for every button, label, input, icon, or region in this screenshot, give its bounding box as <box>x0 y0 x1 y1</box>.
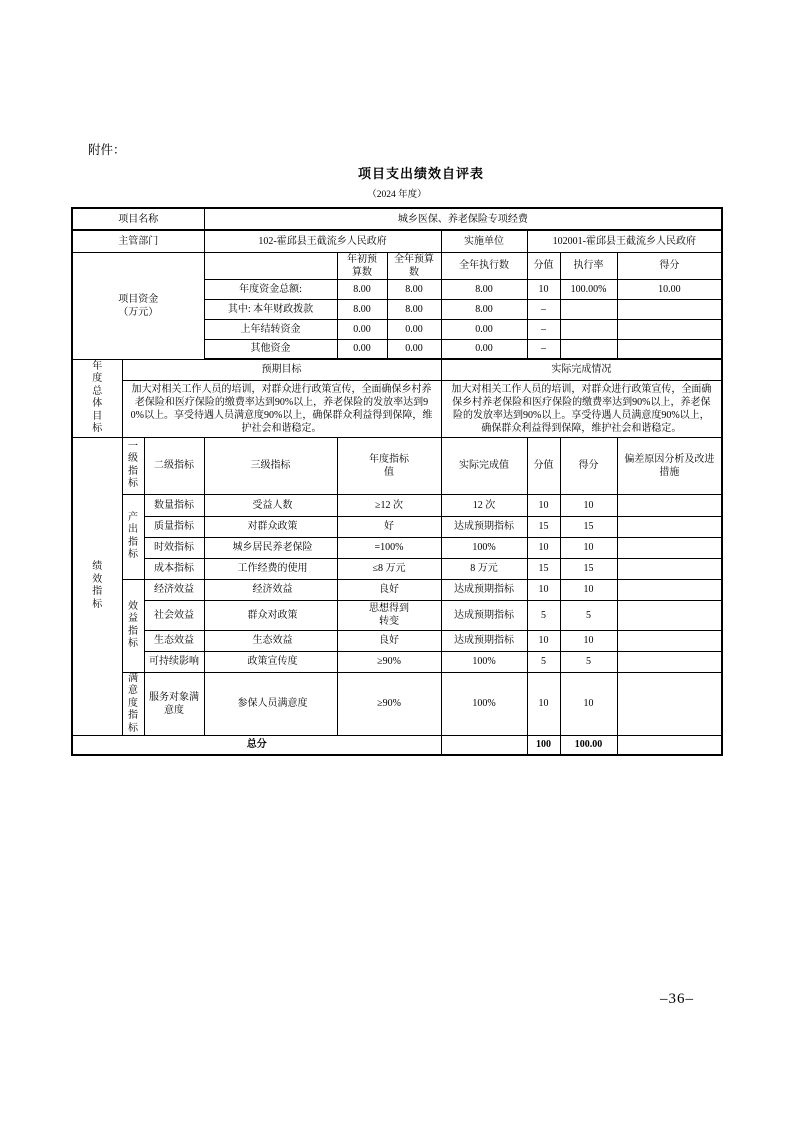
indicator-level3: 参保人员满意度 <box>204 672 337 736</box>
funding-annual: 8.00 <box>387 299 441 319</box>
project-name-value: 城乡医保、养老保险专项经费 <box>204 208 722 230</box>
funding-label-line2: （万元） <box>118 306 159 318</box>
indicator-level2: 经济效益 <box>144 579 204 600</box>
funding-initial: 8.00 <box>337 279 387 299</box>
project-name-row <box>72 208 722 230</box>
indicator-score: 10 <box>560 579 617 600</box>
funding-header-row <box>72 252 722 279</box>
funding-header-initial: 年初预算数 <box>337 252 387 279</box>
total-actual <box>441 736 527 755</box>
indicator-score: 10 <box>560 672 617 736</box>
indicator-target: =100% <box>337 537 441 558</box>
indicator-level3: 对群众政策 <box>204 516 337 537</box>
indicator-score: 15 <box>560 558 617 579</box>
funding-initial: 0.00 <box>337 339 387 359</box>
indicator-level2: 可持续影响 <box>144 651 204 672</box>
project-eval-table <box>71 207 723 756</box>
funding-executed: 0.00 <box>441 339 527 359</box>
indicator-row <box>72 672 722 736</box>
funding-weight: – <box>527 299 560 319</box>
indicator-header-row <box>72 437 722 494</box>
indicator-score: 15 <box>560 516 617 537</box>
indicator-level3: 生态效益 <box>204 630 337 651</box>
indicator-level2: 生态效益 <box>144 630 204 651</box>
indicator-weight: 10 <box>527 579 560 600</box>
indicator-deviation <box>617 537 722 558</box>
unit-label: 实施单位 <box>441 230 527 252</box>
indicator-weight: 10 <box>527 494 560 516</box>
dept-label: 主管部门 <box>72 230 204 252</box>
indicator-header-weight: 分值 <box>527 437 560 494</box>
indicator-score: 10 <box>560 630 617 651</box>
indicator-row <box>72 579 722 600</box>
indicator-weight: 10 <box>527 672 560 736</box>
indicators-row-label: 绩效指标 <box>72 437 122 736</box>
expected-goal-text: 加大对相关工作人员的培训，对群众进行政策宣传，全面确保乡村养老保险和医疗保险的缴费率达到90%以上，养老保险的发放率达到90%以上。享受待遇人员满意度90%以上，确保群众利益得到保障，维护社会和谐稳定。 <box>122 380 441 437</box>
funding-weight: – <box>527 339 560 359</box>
indicator-actual: 达成预期指标 <box>441 630 527 651</box>
goal-text-row <box>72 380 722 437</box>
indicator-deviation <box>617 600 722 630</box>
total-score: 100.00 <box>560 736 617 755</box>
indicator-level3: 经济效益 <box>204 579 337 600</box>
indicator-row <box>72 537 722 558</box>
funding-label-line1: 项目资金 <box>118 293 159 305</box>
indicator-target: ≥90% <box>337 672 441 736</box>
indicator-target: 良好 <box>337 630 441 651</box>
funding-score <box>617 339 722 359</box>
indicator-actual: 达成预期指标 <box>441 600 527 630</box>
indicator-header-actual: 实际完成值 <box>441 437 527 494</box>
indicator-header-level3: 三级指标 <box>204 437 337 494</box>
indicator-row <box>72 630 722 651</box>
indicator-actual: 达成预期指标 <box>441 579 527 600</box>
indicator-level2: 时效指标 <box>144 537 204 558</box>
indicator-row <box>72 558 722 579</box>
funding-row-label: 年度资金总额: <box>204 279 337 299</box>
indicator-row <box>72 516 722 537</box>
indicator-deviation <box>617 651 722 672</box>
indicator-deviation <box>617 558 722 579</box>
goal-header-row <box>72 359 722 380</box>
indicator-row <box>72 651 722 672</box>
indicator-deviation <box>617 672 722 736</box>
indicator-score: 5 <box>560 600 617 630</box>
funding-header-score: 得分 <box>617 252 722 279</box>
indicator-score: 10 <box>560 494 617 516</box>
indicator-target: ≤8 万元 <box>337 558 441 579</box>
total-weight: 100 <box>527 736 560 755</box>
funding-rate <box>560 319 617 339</box>
funding-executed: 0.00 <box>441 319 527 339</box>
total-deviation <box>617 736 722 755</box>
indicator-actual: 8 万元 <box>441 558 527 579</box>
attachment-label: 附件： <box>88 143 126 157</box>
indicator-level3: 城乡居民养老保险 <box>204 537 337 558</box>
dept-value: 102-霍邱县王截流乡人民政府 <box>204 230 441 252</box>
funding-rate <box>560 339 617 359</box>
indicator-level3: 政策宣传度 <box>204 651 337 672</box>
indicator-actual: 100% <box>441 672 527 736</box>
funding-header-executed: 全年执行数 <box>441 252 527 279</box>
funding-annual: 0.00 <box>387 319 441 339</box>
funding-row-label: 上年结转资金 <box>204 319 337 339</box>
document-subtitle: （2024 年度） <box>367 190 427 200</box>
indicator-header-level2: 二级指标 <box>144 437 204 494</box>
indicator-actual: 12 次 <box>441 494 527 516</box>
funding-executed: 8.00 <box>441 299 527 319</box>
funding-weight: – <box>527 319 560 339</box>
funding-row-label: 其中: 本年财政拨款 <box>204 299 337 319</box>
indicator-level2: 质量指标 <box>144 516 204 537</box>
funding-header-annual: 全年预算数 <box>387 252 441 279</box>
goals-row-label: 年度总体目标 <box>72 359 122 437</box>
indicator-level3: 工作经费的使用 <box>204 558 337 579</box>
indicator-level2: 数量指标 <box>144 494 204 516</box>
indicator-level3: 受益人数 <box>204 494 337 516</box>
indicator-weight: 15 <box>527 516 560 537</box>
indicator-header-deviation: 偏差原因分析及改进措施 <box>617 437 722 494</box>
funding-label <box>72 252 204 359</box>
indicator-score: 10 <box>560 537 617 558</box>
indicator-header-target: 年度指标值 <box>337 437 441 494</box>
funding-weight: 10 <box>527 279 560 299</box>
indicator-actual: 100% <box>441 537 527 558</box>
group-label-benefit: 效益指标 <box>122 579 144 672</box>
funding-row-label: 其他资金 <box>204 339 337 359</box>
expected-goal-header: 预期目标 <box>122 359 441 380</box>
funding-rate: 100.00% <box>560 279 617 299</box>
indicator-level3: 群众对政策 <box>204 600 337 630</box>
funding-annual: 8.00 <box>387 279 441 299</box>
document-title: 项目支出绩效自评表 <box>357 166 484 181</box>
indicator-deviation <box>617 630 722 651</box>
indicator-target: 好 <box>337 516 441 537</box>
funding-header-weight: 分值 <box>527 252 560 279</box>
total-label: 总分 <box>72 736 441 755</box>
indicator-actual: 达成预期指标 <box>441 516 527 537</box>
indicator-header-level1: 一级指标 <box>122 437 144 494</box>
indicator-row <box>72 600 722 630</box>
funding-initial: 0.00 <box>337 319 387 339</box>
project-name-label: 项目名称 <box>72 208 204 230</box>
funding-executed: 8.00 <box>441 279 527 299</box>
total-row <box>72 736 722 755</box>
indicator-weight: 5 <box>527 651 560 672</box>
indicator-target: ≥90% <box>337 651 441 672</box>
indicator-level2: 服务对象满意度 <box>144 672 204 736</box>
indicator-deviation <box>617 494 722 516</box>
indicator-level2: 社会效益 <box>144 600 204 630</box>
dept-unit-row <box>72 230 722 252</box>
group-label-satisfaction: 满意度指标 <box>122 672 144 736</box>
indicator-level2: 成本指标 <box>144 558 204 579</box>
unit-value: 102001-霍邱县王截流乡人民政府 <box>527 230 722 252</box>
indicator-score: 5 <box>560 651 617 672</box>
funding-score <box>617 319 722 339</box>
funding-header-rate: 执行率 <box>560 252 617 279</box>
funding-header-blank <box>204 252 337 279</box>
indicator-row <box>72 494 722 516</box>
funding-score: 10.00 <box>617 279 722 299</box>
indicator-weight: 15 <box>527 558 560 579</box>
indicator-target: 良好 <box>337 579 441 600</box>
indicator-weight: 10 <box>527 630 560 651</box>
page-number: –36– <box>660 991 694 1007</box>
funding-score <box>617 299 722 319</box>
actual-goal-text: 加大对相关工作人员的培训，对群众进行政策宣传，全面确保乡村养老保险和医疗保险的缴费率达到90%以上，养老保险的发放率达到90%以上。享受待遇人员满意度90%以上，确保群众利益得到保障，维护社会和谐稳定。 <box>441 380 722 437</box>
indicator-header-score: 得分 <box>560 437 617 494</box>
indicator-actual: 100% <box>441 651 527 672</box>
indicator-target: ≥12 次 <box>337 494 441 516</box>
indicator-deviation <box>617 516 722 537</box>
indicator-deviation <box>617 579 722 600</box>
indicator-weight: 10 <box>527 537 560 558</box>
group-label-output: 产出指标 <box>122 494 144 579</box>
funding-initial: 8.00 <box>337 299 387 319</box>
funding-rate <box>560 299 617 319</box>
indicator-target: 思想得到转变 <box>337 600 441 630</box>
funding-annual: 0.00 <box>387 339 441 359</box>
indicator-weight: 5 <box>527 600 560 630</box>
actual-goal-header: 实际完成情况 <box>441 359 722 380</box>
